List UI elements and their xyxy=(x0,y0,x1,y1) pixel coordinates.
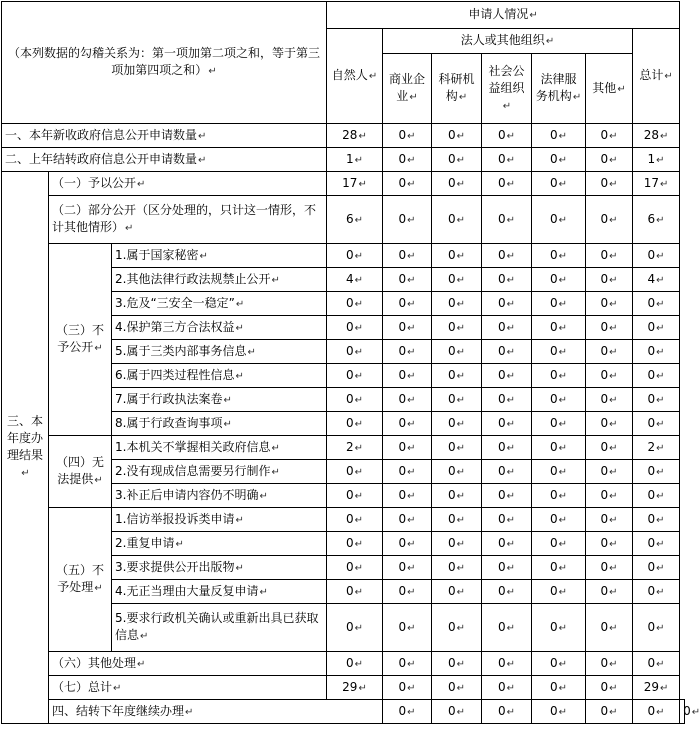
cell: 0 ↵ xyxy=(633,292,680,316)
cell: 29 ↵ xyxy=(633,676,680,700)
cell: 0 ↵ xyxy=(532,340,586,364)
row-label: 4.无正当理由大量反复申请 ↵ xyxy=(112,580,327,604)
cell: 0 ↵ xyxy=(383,244,432,268)
cell: 0 ↵ xyxy=(327,412,383,436)
cell: 0 ↵ xyxy=(532,484,586,508)
cell: 0 ↵ xyxy=(432,244,482,268)
cell: 0 ↵ xyxy=(432,652,482,676)
cell: 28 ↵ xyxy=(633,124,680,148)
cell: 0 ↵ xyxy=(327,484,383,508)
cell: 0 ↵ xyxy=(680,700,685,724)
cell: 0 ↵ xyxy=(383,268,432,292)
cell: 0 ↵ xyxy=(327,460,383,484)
cell: 0 ↵ xyxy=(482,364,532,388)
cell: 0 ↵ xyxy=(586,508,633,532)
cell: 0 ↵ xyxy=(327,316,383,340)
cell: 0 ↵ xyxy=(327,292,383,316)
row-label: （六）其他处理 ↵ xyxy=(49,652,327,676)
header-legal-group: 法人或其他组织 ↵ xyxy=(383,29,633,54)
cell: 0 ↵ xyxy=(432,436,482,460)
header-legal-service: 法律服务机构 ↵ xyxy=(532,54,586,124)
cell: 0 ↵ xyxy=(532,604,586,652)
cell: 0 ↵ xyxy=(633,364,680,388)
cell: 0 ↵ xyxy=(383,316,432,340)
cell: 0 ↵ xyxy=(482,436,532,460)
cell: 0 ↵ xyxy=(633,604,680,652)
group-5-label: （五）不予处理 ↵ xyxy=(49,508,112,652)
cell: 0 ↵ xyxy=(532,148,586,172)
row-n1 xyxy=(2,244,685,268)
row-label: 8.属于行政查询事项 ↵ xyxy=(112,412,327,436)
cell: 0 ↵ xyxy=(383,292,432,316)
row-label: 1.本机关不掌握相关政府信息 ↵ xyxy=(112,436,327,460)
cell: 0 ↵ xyxy=(383,460,432,484)
cell: 0 ↵ xyxy=(327,364,383,388)
row-g6 xyxy=(2,652,685,676)
cell: 0 ↵ xyxy=(432,292,482,316)
row-g1 xyxy=(2,172,685,196)
cell: 0 ↵ xyxy=(327,580,383,604)
header-applicant: 申请人情况 ↵ xyxy=(327,2,680,29)
row-label: 1.信访举报投诉类申请 ↵ xyxy=(112,508,327,532)
row-label: 3.补正后申请内容仍不明确 ↵ xyxy=(112,484,327,508)
row-s2 xyxy=(2,148,685,172)
cell: 0 ↵ xyxy=(432,484,482,508)
cell: 1 ↵ xyxy=(633,148,680,172)
cell: 0 ↵ xyxy=(383,676,432,700)
cell: 0 ↵ xyxy=(532,556,586,580)
cell: 0 ↵ xyxy=(432,676,482,700)
cell: 0 ↵ xyxy=(586,556,633,580)
cell: 0 ↵ xyxy=(586,124,633,148)
cell: 0 ↵ xyxy=(532,172,586,196)
header-other: 其他 ↵ xyxy=(586,54,633,124)
cell: 0 ↵ xyxy=(383,604,432,652)
cell: 0 ↵ xyxy=(383,580,432,604)
cell: 0 ↵ xyxy=(586,340,633,364)
row-label: 四、结转下年度继续办理 ↵ xyxy=(49,700,383,724)
cell: 0 ↵ xyxy=(586,652,633,676)
row-label: 2.没有现成信息需要另行制作 ↵ xyxy=(112,460,327,484)
cell: 0 ↵ xyxy=(633,388,680,412)
cell: 0 ↵ xyxy=(327,388,383,412)
cell: 0 ↵ xyxy=(432,124,482,148)
cell: 0 ↵ xyxy=(482,508,532,532)
cell: 0 ↵ xyxy=(586,244,633,268)
cell: 0 ↵ xyxy=(532,412,586,436)
cell: 0 ↵ xyxy=(482,460,532,484)
row-label: 2.其他法律行政法规禁止公开 ↵ xyxy=(112,268,327,292)
cell: 0 ↵ xyxy=(482,412,532,436)
cell: 0 ↵ xyxy=(633,532,680,556)
cell: 0 ↵ xyxy=(633,244,680,268)
row-label: 5.要求行政机关确认或重新出具已获取信息 ↵ xyxy=(112,604,327,652)
cell: 0 ↵ xyxy=(432,460,482,484)
cell: 0 ↵ xyxy=(383,124,432,148)
row-label: 7.属于行政执法案卷 ↵ xyxy=(112,388,327,412)
row-label: 3.要求提供公开出版物 ↵ xyxy=(112,556,327,580)
cell: 0 ↵ xyxy=(532,436,586,460)
cell: 0 ↵ xyxy=(432,532,482,556)
cell: 0 ↵ xyxy=(383,364,432,388)
cell: 0 ↵ xyxy=(432,604,482,652)
row-r1 xyxy=(2,508,685,532)
cell: 0 ↵ xyxy=(432,700,482,724)
cell: 0 ↵ xyxy=(432,580,482,604)
cell: 0 ↵ xyxy=(327,604,383,652)
cell: 0 ↵ xyxy=(383,556,432,580)
row-s1 xyxy=(2,124,685,148)
cell: 0 ↵ xyxy=(482,292,532,316)
header-natural: 自然人 ↵ xyxy=(327,29,383,124)
cell: 0 ↵ xyxy=(586,196,633,244)
cell: 0 ↵ xyxy=(532,460,586,484)
cell: 0 ↵ xyxy=(586,676,633,700)
row-label: 一、本年新收政府信息公开申请数量 ↵ xyxy=(2,124,327,148)
cell: 0 ↵ xyxy=(432,268,482,292)
cell: 0 ↵ xyxy=(586,580,633,604)
cell: 0 ↵ xyxy=(532,580,586,604)
cell: 0 ↵ xyxy=(383,172,432,196)
cell: 0 ↵ xyxy=(482,124,532,148)
cell: 0 ↵ xyxy=(383,532,432,556)
cell: 0 ↵ xyxy=(586,532,633,556)
cell: 0 ↵ xyxy=(532,700,586,724)
header-note: （本列数据的勾稽关系为：第一项加第二项之和，等于第三项加第四项之和） ↵ xyxy=(2,2,327,124)
disclosure-stats-table xyxy=(1,1,691,724)
cell: 0 ↵ xyxy=(482,172,532,196)
cell: 0 ↵ xyxy=(482,652,532,676)
cell: 0 ↵ xyxy=(383,388,432,412)
group-4-label: （四）无法提供 ↵ xyxy=(49,436,112,508)
cell: 0 ↵ xyxy=(327,556,383,580)
cell: 0 ↵ xyxy=(383,436,432,460)
cell: 0 ↵ xyxy=(532,316,586,340)
cell: 0 ↵ xyxy=(482,388,532,412)
cell: 0 ↵ xyxy=(532,244,586,268)
cell: 0 ↵ xyxy=(327,244,383,268)
cell: 0 ↵ xyxy=(633,460,680,484)
cell: 0 ↵ xyxy=(432,508,482,532)
cell: 0 ↵ xyxy=(633,652,680,676)
row-label: （七）总计 ↵ xyxy=(49,676,327,700)
row-label: 5.属于三类内部事务信息 ↵ xyxy=(112,340,327,364)
row-label: （一）予以公开 ↵ xyxy=(49,172,327,196)
cell: 0 ↵ xyxy=(383,700,432,724)
cell: 0 ↵ xyxy=(482,604,532,652)
cell: 0 ↵ xyxy=(482,244,532,268)
cell: 0 ↵ xyxy=(532,652,586,676)
row-g7 xyxy=(2,676,685,700)
cell: 0 ↵ xyxy=(327,532,383,556)
cell: 0 ↵ xyxy=(532,292,586,316)
cell: 0 ↵ xyxy=(432,316,482,340)
cell: 0 ↵ xyxy=(482,484,532,508)
cell: 0 ↵ xyxy=(586,268,633,292)
cell: 0 ↵ xyxy=(532,676,586,700)
cell: 0 ↵ xyxy=(633,556,680,580)
cell: 6 ↵ xyxy=(633,196,680,244)
cell: 0 ↵ xyxy=(327,340,383,364)
cell: 0 ↵ xyxy=(482,532,532,556)
cell: 0 ↵ xyxy=(383,412,432,436)
cell: 0 ↵ xyxy=(586,700,633,724)
cell: 0 ↵ xyxy=(383,484,432,508)
cell: 0 ↵ xyxy=(586,460,633,484)
cell: 0 ↵ xyxy=(633,484,680,508)
header-business: 商业企业 ↵ xyxy=(383,54,432,124)
row-label: （二）部分公开（区分处理的，只计这一情形，不计其他情形） ↵ xyxy=(49,196,327,244)
cell: 0 ↵ xyxy=(532,508,586,532)
row-label: 1.属于国家秘密 ↵ xyxy=(112,244,327,268)
cell: 0 ↵ xyxy=(482,700,532,724)
cell: 0 ↵ xyxy=(586,172,633,196)
cell: 0 ↵ xyxy=(432,364,482,388)
cell: 0 ↵ xyxy=(327,508,383,532)
header-social: 社会公益组织 ↵ xyxy=(482,54,532,124)
header-research: 科研机构 ↵ xyxy=(432,54,482,124)
cell: 0 ↵ xyxy=(532,124,586,148)
row-label: 二、上年结转政府信息公开申请数量 ↵ xyxy=(2,148,327,172)
cell: 4 ↵ xyxy=(633,268,680,292)
cell: 0 ↵ xyxy=(586,484,633,508)
cell: 0 ↵ xyxy=(383,652,432,676)
cell: 0 ↵ xyxy=(586,388,633,412)
cell: 0 ↵ xyxy=(482,556,532,580)
cell: 0 ↵ xyxy=(633,700,680,724)
row-label: 2.重复申请 ↵ xyxy=(112,532,327,556)
cell: 17 ↵ xyxy=(633,172,680,196)
cell: 0 ↵ xyxy=(633,316,680,340)
cell: 29 ↵ xyxy=(327,676,383,700)
cell: 2 ↵ xyxy=(327,436,383,460)
cell: 0 ↵ xyxy=(383,148,432,172)
row-label: 3.危及“三安全一稳定” ↵ xyxy=(112,292,327,316)
cell: 0 ↵ xyxy=(482,340,532,364)
cell: 0 ↵ xyxy=(532,268,586,292)
cell: 0 ↵ xyxy=(383,196,432,244)
group-3-label: （三）不予公开 ↵ xyxy=(49,244,112,436)
cell: 0 ↵ xyxy=(586,604,633,652)
cell: 0 ↵ xyxy=(383,508,432,532)
cell: 0 ↵ xyxy=(432,556,482,580)
cell: 0 ↵ xyxy=(586,364,633,388)
cell: 1 ↵ xyxy=(327,148,383,172)
cell: 0 ↵ xyxy=(482,148,532,172)
cell: 0 ↵ xyxy=(633,580,680,604)
cell: 0 ↵ xyxy=(633,508,680,532)
cell: 0 ↵ xyxy=(432,196,482,244)
cell: 0 ↵ xyxy=(482,196,532,244)
cell: 0 ↵ xyxy=(482,676,532,700)
cell: 0 ↵ xyxy=(532,388,586,412)
row-u1 xyxy=(2,436,685,460)
cell: 0 ↵ xyxy=(482,316,532,340)
cell: 0 ↵ xyxy=(432,172,482,196)
cell: 0 ↵ xyxy=(432,340,482,364)
cell: 0 ↵ xyxy=(482,268,532,292)
section-3-label: 三、本年度办理结果 ↵ xyxy=(2,172,49,724)
cell: 0 ↵ xyxy=(586,412,633,436)
cell: 0 ↵ xyxy=(383,340,432,364)
cell: 0 ↵ xyxy=(432,412,482,436)
cell: 2 ↵ xyxy=(633,436,680,460)
cell: 0 ↵ xyxy=(482,580,532,604)
cell: 0 ↵ xyxy=(532,364,586,388)
row-g2 xyxy=(2,196,685,244)
cell: 0 ↵ xyxy=(586,292,633,316)
cell: 6 ↵ xyxy=(327,196,383,244)
cell: 0 ↵ xyxy=(633,340,680,364)
row-label: 4.保护第三方合法权益 ↵ xyxy=(112,316,327,340)
row-label: 6.属于四类过程性信息 ↵ xyxy=(112,364,327,388)
cell: 0 ↵ xyxy=(432,148,482,172)
cell: 0 ↵ xyxy=(327,652,383,676)
cell: 4 ↵ xyxy=(327,268,383,292)
cell: 0 ↵ xyxy=(633,412,680,436)
cell: 17 ↵ xyxy=(327,172,383,196)
cell: 0 ↵ xyxy=(586,316,633,340)
cell: 28 ↵ xyxy=(327,124,383,148)
cell: 0 ↵ xyxy=(586,148,633,172)
cell: 0 ↵ xyxy=(532,532,586,556)
cell: 0 ↵ xyxy=(586,436,633,460)
cell: 0 ↵ xyxy=(532,196,586,244)
cell: 0 ↵ xyxy=(432,388,482,412)
header-total: 总计 ↵ xyxy=(633,29,680,124)
row-s4 xyxy=(2,700,685,724)
